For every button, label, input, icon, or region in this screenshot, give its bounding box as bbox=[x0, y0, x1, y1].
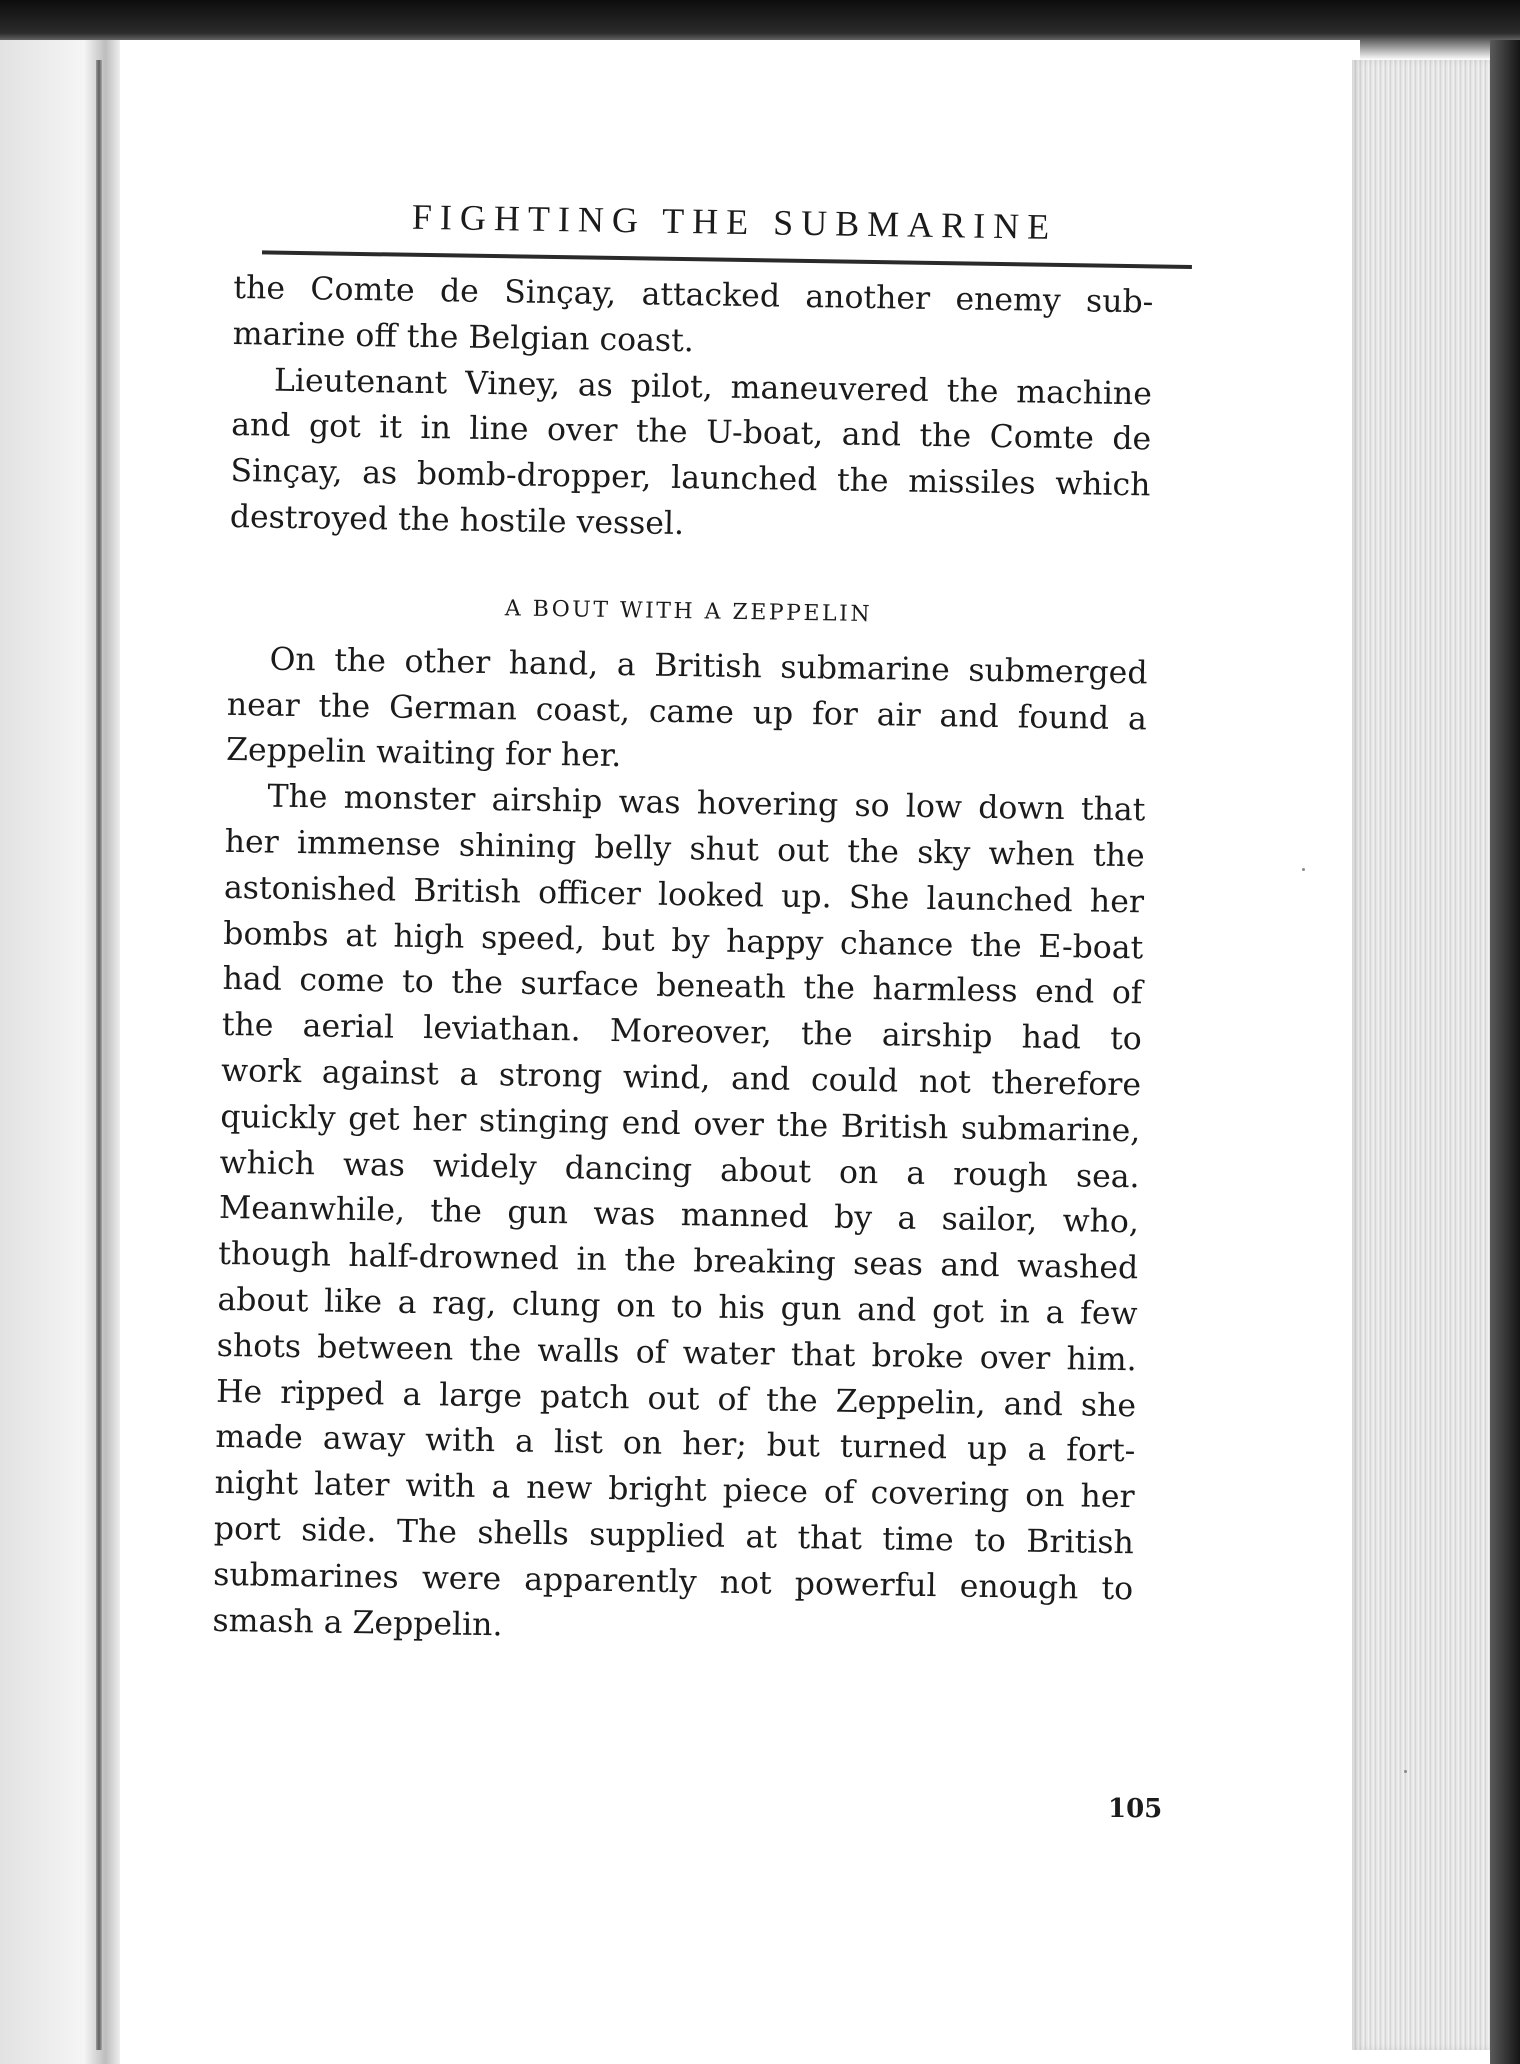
page-text bbox=[212, 190, 1195, 1659]
text-line: about like a rag, clung on to his gun and got in a few bbox=[217, 1281, 1138, 1333]
text-line: destroyed the hostile vessel. bbox=[229, 498, 685, 543]
text-line: quickly get her stinging end over the British submarine, bbox=[220, 1098, 1141, 1150]
text-line: though half-drowned in the breaking seas and washed bbox=[218, 1236, 1139, 1287]
text-line: the Comte de Sinçay, attacked another enemy sub- bbox=[233, 269, 1154, 321]
text-line: Sinçay, as bomb-dropper, launched the missiles which bbox=[230, 453, 1151, 504]
text-line: port side. The shells supplied at that time to British bbox=[213, 1510, 1135, 1562]
left-page-gutter bbox=[0, 40, 120, 2064]
text-line: near the German coast, came up for air and found a bbox=[226, 686, 1148, 737]
text-line: Zeppelin waiting for her. bbox=[225, 732, 622, 775]
text-line: shots between the walls of water that broke over him. bbox=[216, 1327, 1138, 1379]
text-line: He ripped a large patch out of the Zeppelin, and she bbox=[215, 1373, 1137, 1424]
text-line: The monster airship was hovering so low down that bbox=[267, 778, 1146, 829]
running-head: FIGHTING THE SUBMARINE bbox=[411, 196, 1058, 247]
page-edges bbox=[1352, 60, 1492, 2050]
text-line: the aerial leviathan. Moreover, the airship had to bbox=[221, 1007, 1143, 1058]
paragraph bbox=[229, 358, 1192, 556]
text-line: made away with a list on her; but turned up a fort- bbox=[215, 1419, 1136, 1470]
text-line: On the other hand, a British submarine submerged bbox=[269, 641, 1148, 692]
paragraph bbox=[226, 637, 1188, 789]
text-line: and got it in line over the U-boat, and the Comte de bbox=[231, 407, 1152, 458]
text-line: Meanwhile, the gun was manned by a sailor, who, bbox=[218, 1190, 1140, 1241]
text-line: smash a Zeppelin. bbox=[212, 1602, 503, 1643]
text-line: submarines were apparently not powerful enough to bbox=[212, 1556, 1134, 1607]
page-edge-shadow bbox=[1490, 40, 1520, 2064]
text-line: Lieutenant Viney, as pilot, maneuvered the machine bbox=[273, 362, 1153, 413]
text-line: her immense shining belly shut out the sky when the bbox=[224, 823, 1145, 875]
text-line: which was widely dancing about on a rough sea. bbox=[219, 1144, 1140, 1195]
section-heading: A BOUT WITH A ZEPPELIN bbox=[504, 596, 873, 627]
binding-gutter bbox=[96, 60, 102, 2050]
text-line: work against a strong wind, and could not therefore bbox=[220, 1052, 1142, 1104]
text-line: had come to the surface beneath the harmless end of bbox=[222, 961, 1143, 1012]
scan-speck bbox=[1302, 868, 1305, 871]
paragraph bbox=[212, 774, 1186, 1659]
paragraph bbox=[232, 266, 1193, 373]
header-rule bbox=[262, 250, 1192, 269]
scan-speck bbox=[1404, 1770, 1407, 1773]
text-line: astonished British officer looked up. She launched her bbox=[223, 869, 1145, 921]
page-number: 105 bbox=[1108, 1794, 1163, 1824]
text-line: night later with a new bright piece of covering on her bbox=[214, 1464, 1135, 1516]
text-line: bombs at high speed, but by happy chance the E-boat bbox=[223, 915, 1144, 966]
text-line: marine off the Belgian coast. bbox=[232, 315, 695, 360]
